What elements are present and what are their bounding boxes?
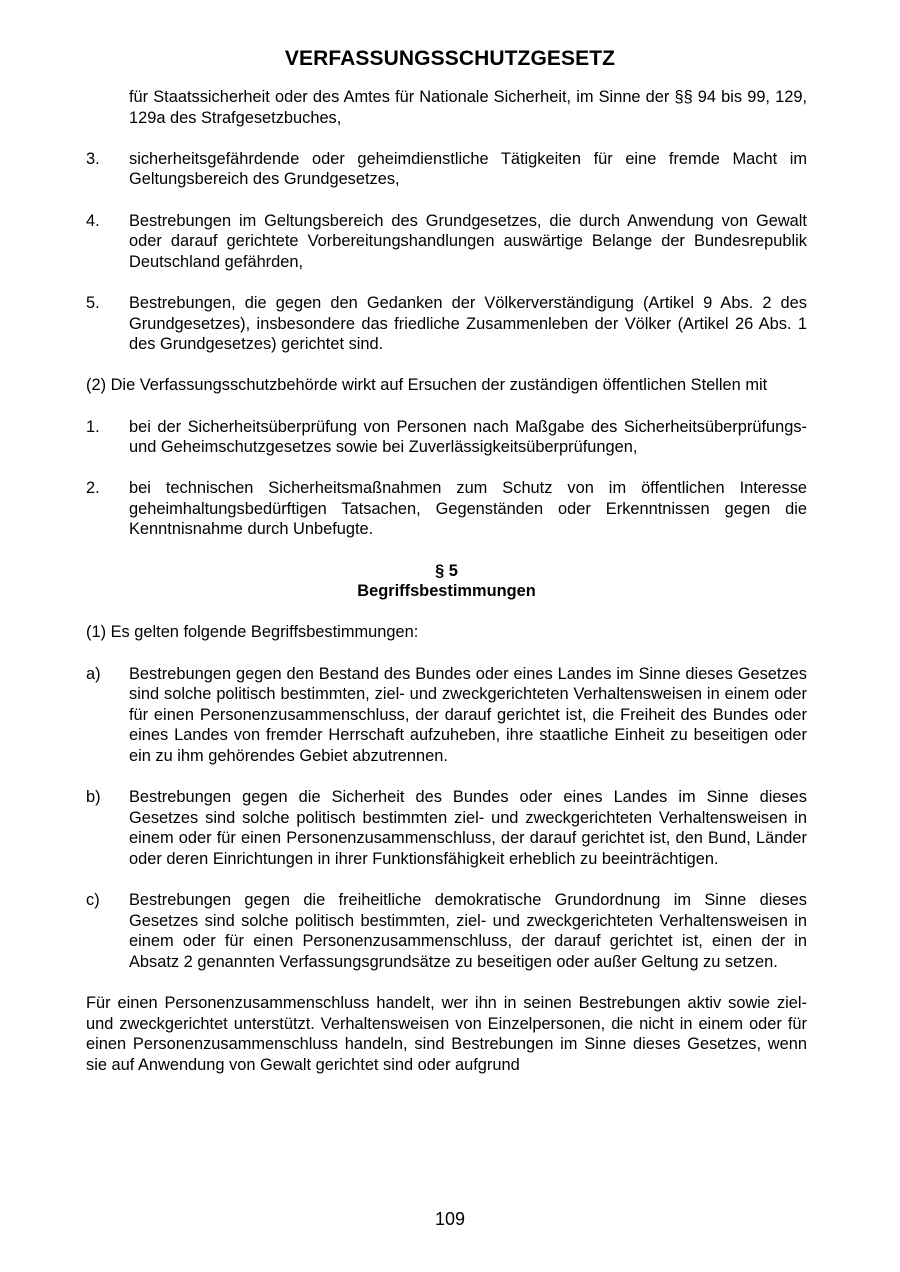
- list-item: [86, 293, 807, 355]
- definition-letter: a): [86, 664, 101, 683]
- definition-text: Bestrebungen gegen die freiheitliche demokratische Grundordnung im Sinne dieses Gesetzes sind solche politisch bestimmten, ziel- und zweckgerichteten Verhaltensweisen in einem oder für einen Personenzusammenschluss, der darauf gerichtet ist, einen der in Absatz 2 genannten Verfassungsgrundsätze zu beseitigen oder außer Geltung zu setzen.: [129, 891, 807, 971]
- list-item-text: Bestrebungen, die gegen den Gedanken der Völkerverständigung (Artikel 9 Abs. 2 des Grundgesetzes), insbesondere das friedliche Zusammenleben der Völker (Artikel 26 Abs. 1 des Grundgesetzes) gerichtet sind.: [129, 293, 807, 354]
- list-item: [86, 478, 807, 540]
- list-item-number: 4.: [86, 211, 100, 230]
- section-title: Begriffsbestimmungen: [357, 582, 536, 601]
- continuation-text: für Staatssicherheit oder des Amtes für Nationale Sicherheit, im Sinne der §§ 94 bis 99, 129, 129a des Strafgesetzbuches,: [129, 88, 807, 127]
- list-item-text: Bestrebungen im Geltungsbereich des Grundgesetzes, die durch Anwendung von Gewalt oder darauf gerichtete Vorbereitungshandlungen auswärtige Belange der Bundesrepublik Deutschland gefährden,: [129, 211, 807, 271]
- definition-letter: c): [86, 891, 100, 910]
- list-item: [86, 149, 807, 190]
- page-title: VERFASSUNGSSCHUTZGESETZ: [284, 47, 616, 70]
- definition-text: Bestrebungen gegen die Sicherheit des Bundes oder eines Landes im Sinne dieses Gesetzes sind solche politisch bestimmten ziel- und zweckgerichteten Verhaltensweisen in einem oder für einen Personenzusammenschluss, der darauf gerichtet ist, den Bund, Länder oder deren Einrichtungen in ihrer Funktionsfähigkeit erheblich zu beeinträchtigen.: [129, 788, 807, 868]
- list-item-text: bei technischen Sicherheitsmaßnahmen zum Schutz von im öffentlichen Interesse geheimhaltungsbedürftigen Tatsachen, Gegenständen oder Erkenntnissen gegen die Kenntnisnahme durch Unbefugte.: [129, 479, 807, 539]
- list-item-number: 5.: [86, 293, 100, 312]
- definition-item: [86, 890, 807, 972]
- page-number: 109: [434, 1209, 466, 1229]
- section-number: § 5: [435, 561, 458, 580]
- definition-item: [86, 787, 807, 869]
- definitions-intro: (1) Es gelten folgende Begriffsbestimmungen:: [86, 623, 419, 642]
- list-item-number: 2.: [86, 479, 100, 498]
- list-item: [86, 211, 807, 273]
- list-item-text: sicherheitsgefährdende oder geheimdienstliche Tätigkeiten für eine fremde Macht im Geltungsbereich des Grundgesetzes,: [129, 149, 807, 189]
- list-item-number: 1.: [86, 417, 100, 436]
- list-item: [86, 417, 807, 458]
- list-item-text: bei der Sicherheitsüberprüfung von Personen nach Maßgabe des Sicherheitsüberprüfungs- und Geheimschutzgesetzes sowie bei Zuverlässigkeitsüberprüfungen,: [129, 417, 807, 457]
- paragraph-2: (2) Die Verfassungsschutzbehörde wirkt auf Ersuchen der zuständigen öffentlichen Stellen mit: [86, 376, 768, 395]
- definition-item: [86, 664, 807, 767]
- section-heading: [86, 561, 807, 602]
- list-item-number: 3.: [86, 149, 100, 168]
- definition-text: Bestrebungen gegen den Bestand des Bundes oder eines Landes im Sinne dieses Gesetzes sind solche politisch bestimmten, ziel- und zweckgerichteten Verhaltensweisen in einem oder für einen Personenzusammenschluss, der darauf gerichtet ist, die Freiheit des Bundes oder eines Landes von fremder Herrschaft aufzuheben, ihre staatliche Einheit zu beseitigen oder ein zu ihm gehörendes Gebiet abzutrennen.: [129, 664, 807, 765]
- closing-paragraph: Für einen Personenzusammenschluss handelt, wer ihn in seinen Bestrebungen aktiv sowie ziel- und zweckgerichtet unterstützt. Verhaltensweisen von Einzelpersonen, die nicht in einem oder für einen Personenzusammenschluss handeln, sind Bestrebungen im Sinne dieses Gesetzes, wenn sie auf Anwendung von Gewalt gerichtet sind oder aufgrund: [86, 994, 807, 1074]
- document-body: [86, 87, 807, 1096]
- definition-letter: b): [86, 788, 101, 807]
